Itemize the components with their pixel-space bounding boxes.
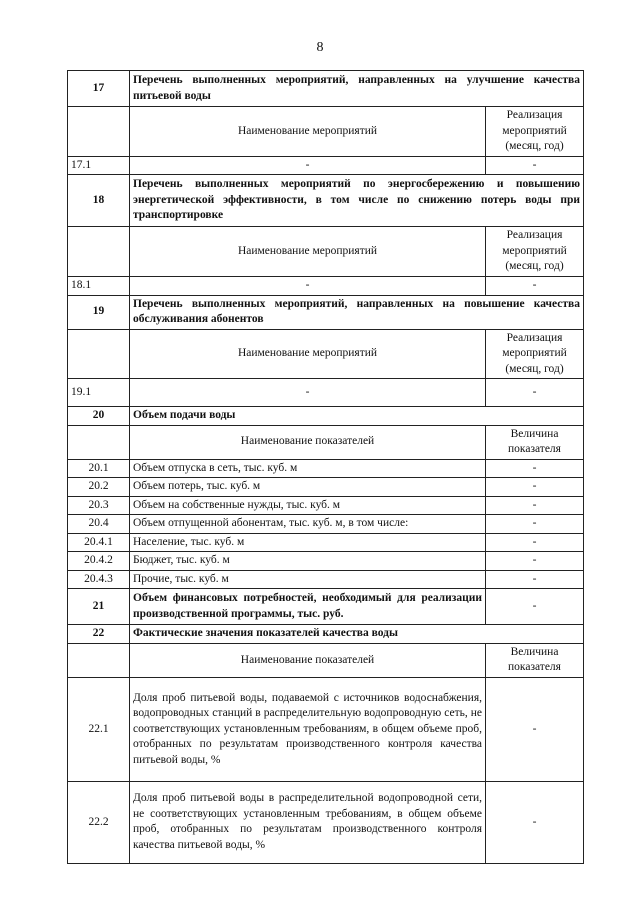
table-row: [68, 781, 584, 863]
section-number: 18: [68, 175, 130, 227]
row-name: Объем отпущенной абонентам, тыс. куб. м, в том числе:: [130, 515, 486, 534]
empty-cell: [68, 329, 130, 379]
column-header-value: Реализация мероприятий (месяц, год): [486, 227, 584, 277]
table-row: [68, 677, 584, 781]
section-title: Перечень выполненных мероприятий, направленных на повышение качества обслуживания абонентов: [130, 295, 584, 329]
section-number: 20: [68, 407, 130, 426]
row-number: 20.2: [68, 478, 130, 497]
table-row: [68, 496, 584, 515]
section-title: Перечень выполненных мероприятий по энергосбережению и повышению энергетической эффективности, в том числе по снижению потерь воды при транспортировке: [130, 175, 584, 227]
section-title: Объем подачи воды: [130, 407, 584, 426]
row-number: 19.1: [68, 379, 130, 407]
section-18-header: [68, 175, 584, 227]
row-name: Прочие, тыс. куб. м: [130, 570, 486, 589]
row-number: 20.3: [68, 496, 130, 515]
section-21-row: [68, 589, 584, 625]
column-header-name: Наименование мероприятий: [130, 227, 486, 277]
row-value: -: [486, 496, 584, 515]
section-20-columns: [68, 425, 584, 459]
row-number: 20.4: [68, 515, 130, 534]
column-header-name: Наименование показателей: [130, 425, 486, 459]
row-value: -: [486, 515, 584, 534]
section-number: 21: [68, 589, 130, 625]
section-22-columns: [68, 643, 584, 677]
row-value: -: [486, 570, 584, 589]
section-number: 19: [68, 295, 130, 329]
row-name: Объем отпуска в сеть, тыс. куб. м: [130, 459, 486, 478]
program-table: [67, 70, 584, 864]
row-value: -: [486, 552, 584, 571]
table-row: [68, 533, 584, 552]
column-header-value: Величина показателя: [486, 425, 584, 459]
column-header-value: Величина показателя: [486, 643, 584, 677]
row-name: Бюджет, тыс. куб. м: [130, 552, 486, 571]
empty-cell: [68, 425, 130, 459]
row-number: 22.1: [68, 677, 130, 781]
row-name: -: [130, 156, 486, 175]
table-row: [68, 515, 584, 534]
row-name: Население, тыс. куб. м: [130, 533, 486, 552]
column-header-value: Реализация мероприятий (месяц, год): [486, 107, 584, 157]
section-19-columns: [68, 329, 584, 379]
column-header-name: Наименование показателей: [130, 643, 486, 677]
row-number: 20.4.1: [68, 533, 130, 552]
section-17-columns: [68, 107, 584, 157]
section-17-header: [68, 71, 584, 107]
row-name: Объем на собственные нужды, тыс. куб. м: [130, 496, 486, 515]
row-name: Доля проб питьевой воды в распределительной водопроводной сети, не соответствующих установленным требованиям, в общем объеме проб, отобранных по результатам производственного контроля качества питьевой воды, %: [130, 781, 486, 863]
table-row: [68, 570, 584, 589]
page-number: 8: [316, 40, 324, 55]
section-title: Объем финансовых потребностей, необходимый для реализации производственной программы, тыс. руб.: [130, 589, 486, 625]
table-row: [68, 277, 584, 296]
section-18-columns: [68, 227, 584, 277]
row-name: Доля проб питьевой воды, подаваемой с источников водоснабжения, водопроводных станций в распределительную водопроводную сеть, не соответствующих установленным требованиям, в общем объеме проб, отобранных по результатам производственного контроля качества питьевой воды, %: [130, 677, 486, 781]
row-value: -: [486, 478, 584, 497]
row-number: 20.1: [68, 459, 130, 478]
row-number: 22.2: [68, 781, 130, 863]
row-value: -: [486, 277, 584, 296]
section-22-header: [68, 625, 584, 644]
row-number: 17.1: [68, 156, 130, 175]
section-number: 22: [68, 625, 130, 644]
row-value: -: [486, 459, 584, 478]
row-value: -: [486, 589, 584, 625]
table-row: [68, 552, 584, 571]
section-title: Фактические значения показателей качества воды: [130, 625, 584, 644]
section-19-header: [68, 295, 584, 329]
row-value: -: [486, 781, 584, 863]
row-number: 20.4.2: [68, 552, 130, 571]
table-row: [68, 459, 584, 478]
empty-cell: [68, 227, 130, 277]
column-header-name: Наименование мероприятий: [130, 107, 486, 157]
row-value: -: [486, 533, 584, 552]
section-number: 17: [68, 71, 130, 107]
table-row: [68, 379, 584, 407]
empty-cell: [68, 643, 130, 677]
row-name: Объем потерь, тыс. куб. м: [130, 478, 486, 497]
table-row: [68, 478, 584, 497]
row-name: -: [130, 277, 486, 296]
column-header-value: Реализация мероприятий (месяц, год): [486, 329, 584, 379]
row-number: 18.1: [68, 277, 130, 296]
row-name: -: [130, 379, 486, 407]
empty-cell: [68, 107, 130, 157]
row-value: -: [486, 156, 584, 175]
row-value: -: [486, 677, 584, 781]
column-header-name: Наименование мероприятий: [130, 329, 486, 379]
row-value: -: [486, 379, 584, 407]
row-number: 20.4.3: [68, 570, 130, 589]
section-title: Перечень выполненных мероприятий, направленных на улучшение качества питьевой воды: [130, 71, 584, 107]
table-row: [68, 156, 584, 175]
section-20-header: [68, 407, 584, 426]
